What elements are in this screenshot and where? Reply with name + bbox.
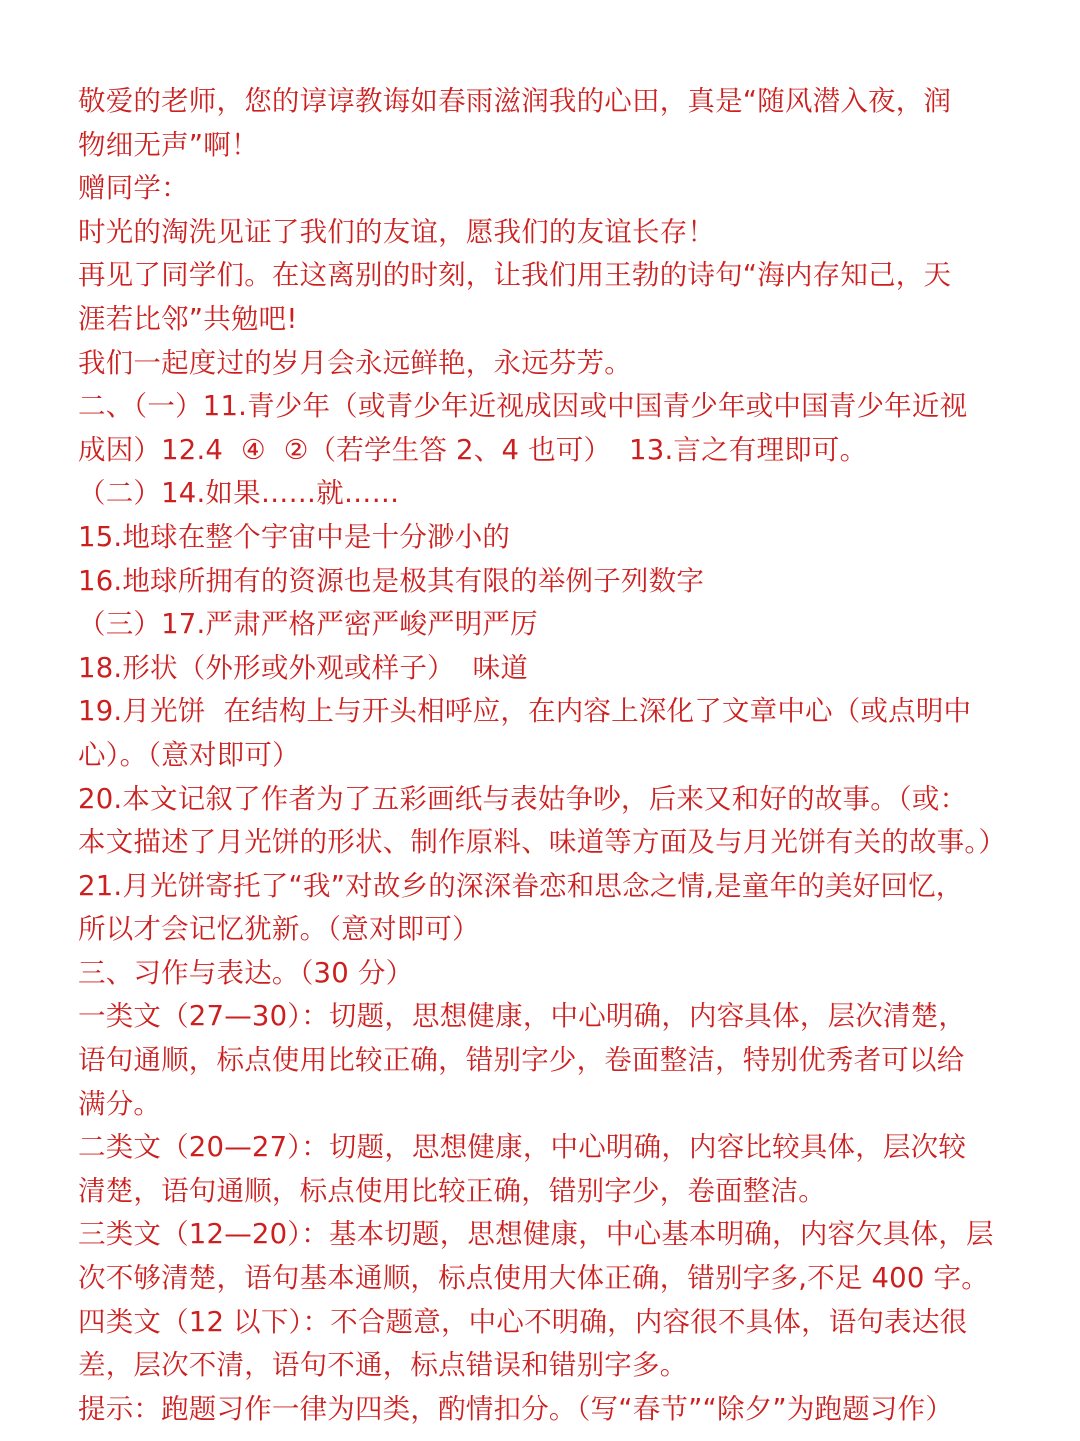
text-line: 21.月光饼寄托了“我”对故乡的深深眷恋和思念之情,是童年的美好回忆， [78, 869, 964, 902]
text-line: 敬爱的老师，您的谆谆教诲如春雨滋润我的心田，真是“随风潜入夜，润 [78, 85, 952, 117]
text-line: 我们一起度过的岁月会永远鲜艳，永远芬芳。 [78, 346, 632, 379]
text-line: 物细无声”啊！ [78, 128, 259, 161]
text-line: 差，层次不清，语句不通，标点错误和错别字多。 [78, 1349, 688, 1382]
text-line: 赠同学： [78, 172, 189, 205]
text-line: 心）。（意对即可） [78, 738, 300, 771]
text-line: 次不够清楚，语句基本通顺，标点使用大体正确，错别字多,不足 400 字。 [78, 1262, 989, 1295]
text-line: 清楚，语句通顺，标点使用比较正确，错别字少，卷面整洁。 [78, 1174, 826, 1207]
answer-key-text [78, 80, 1028, 1431]
text-line: 提示：跑题习作一律为四类，酌情扣分。（写“春节”“除夕”为跑题习作） [78, 1392, 954, 1425]
text-line: 18.形状（外形或外观或样子） 味道 [78, 651, 529, 684]
text-line: 19.月光饼 在结构上与开头相呼应，在内容上深化了文章中心（或点明中 [78, 695, 972, 728]
text-line: 二类文（20—27）：切题，思想健康，中心明确，内容比较具体，层次较 [78, 1131, 967, 1164]
text-line: 本文描述了月光饼的形状、制作原料、味道等方面及与月光饼有关的故事。） [78, 826, 1007, 859]
text-line: 15.地球在整个宇宙中是十分渺小的 [78, 520, 511, 553]
text-line: （二）14.如果……就…… [78, 477, 400, 510]
text-line: 满分。 [78, 1087, 162, 1120]
text-line: 二、（一）11.青少年（或青少年近视成因或中国青少年或中国青少年近视 [78, 390, 968, 423]
text-line: 涯若比邻”共勉吧! [78, 302, 298, 335]
text-line: 三类文（12—20）：基本切题，思想健康，中心基本明确，内容欠具体，层 [78, 1218, 994, 1251]
text-line: 一类文（27—30）：切题，思想健康，中心明确，内容具体，层次清楚， [78, 1000, 967, 1033]
text-line: （三）17.严肃严格严密严峻严明严厉 [78, 608, 538, 641]
text-line: 所以才会记忆犹新。（意对即可） [78, 913, 480, 946]
text-line: 语句通顺，标点使用比较正确，错别字少，卷面整洁，特别优秀者可以给 [78, 1044, 965, 1077]
text-line: 成因）12.4 ④ ②（若学生答 2、4 也可） 13.言之有理即可。 [78, 433, 868, 466]
text-line: 再见了同学们。在这离别的时刻，让我们用王勃的诗句“海内存知己，天 [78, 259, 952, 292]
text-line: 20.本文记叙了作者为了五彩画纸与表姑争吵，后来又和好的故事。（或： [78, 782, 968, 815]
text-line: 16.地球所拥有的资源也是极其有限的举例子列数字 [78, 564, 705, 597]
text-line: 三、习作与表达。（30 分） [78, 956, 414, 989]
text-line: 四类文（12 以下）：不合题意，中心不明确，内容很不具体，语句表达很 [78, 1305, 968, 1338]
text-line: 时光的淘洗见证了我们的友谊，愿我们的友谊长存！ [78, 215, 716, 248]
